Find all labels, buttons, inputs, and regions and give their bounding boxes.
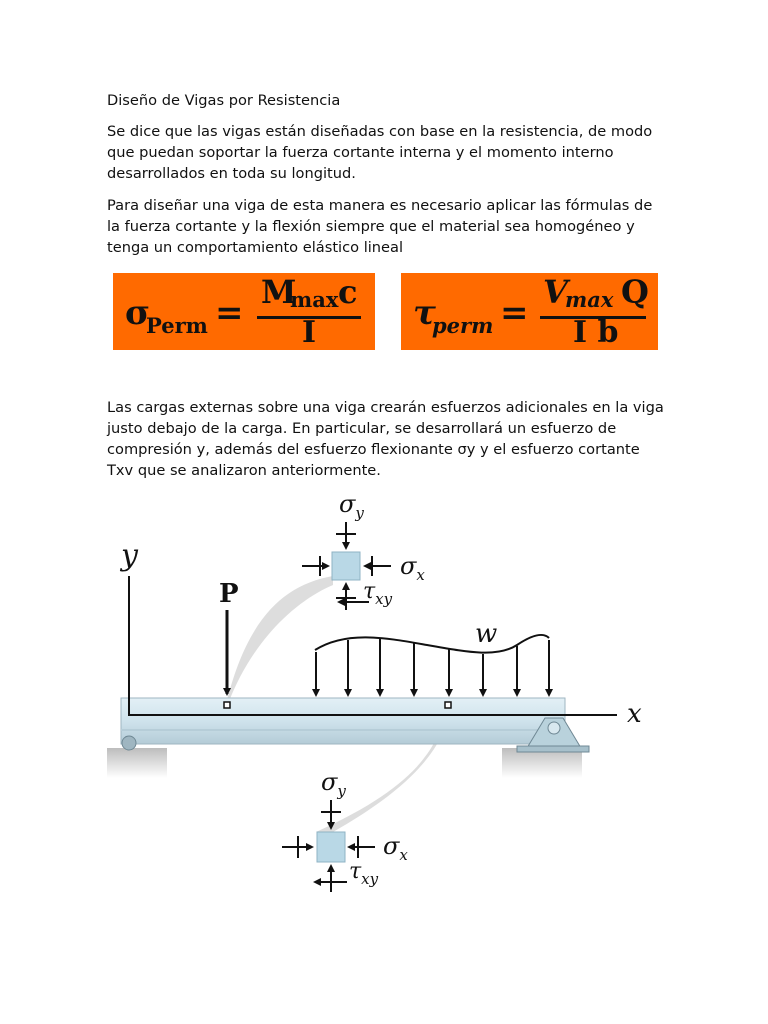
paragraph-external-loads: Las cargas externas sobre una viga crearán esfuerzos adicionales en la viga justo debajo de la carga. En particular, se desarrollará un esfuerzo de compresión y, además del esfuerzo flexionante σy y el esfuerzo cortante Txv que se analizaron anteriormente. — [107, 399, 664, 479]
formula-inertia-symbol: I — [302, 315, 317, 350]
formula-shear-symbol: V — [543, 273, 568, 311]
formula-sigma-subscript: Perm — [146, 313, 208, 338]
formula-q-symbol: Q — [621, 273, 649, 311]
formula-tau-symbol: τ — [413, 293, 436, 333]
tau-xy-bottom: $\tau_{xy}$ — [349, 859, 379, 888]
distributed-load-label: w — [475, 619, 498, 649]
formula-c-symbol: c — [338, 273, 358, 311]
element-marker-left — [224, 702, 230, 708]
formula-equals: = — [500, 293, 529, 333]
formula-sigma-symbol: σ — [125, 293, 151, 333]
formula-denominator: I b — [573, 315, 619, 350]
sigma-y-bottom: $\sigma_y$ — [321, 768, 346, 800]
y-axis-label: y — [121, 538, 138, 573]
shear-stress-formula — [401, 273, 658, 350]
document-title: Diseño de Vigas por Resistencia — [107, 92, 341, 109]
distributed-load-curve — [315, 635, 549, 653]
sigma-x-top: $\sigma_x$ — [400, 552, 425, 584]
formula-moment-subscript: max — [290, 287, 339, 312]
formula-equals: = — [215, 293, 244, 333]
tau-xy-top: $\tau_{xy}$ — [363, 579, 393, 608]
formula-moment-symbol: M — [261, 273, 297, 311]
paragraph-design: Para diseñar una viga de esta manera es necesario aplicar las fórmulas de la fuerza cortante y la flexión siempre que el material sea homogéneo y tenga un comportamiento elástico lineal — [107, 197, 653, 256]
point-load-label: P — [219, 579, 239, 609]
x-axis-label: x — [627, 699, 642, 729]
sigma-x-bottom: $\sigma_x$ — [383, 832, 408, 864]
sigma-y-top: $\sigma_y$ — [339, 490, 364, 522]
formula-shear-subscript: max — [565, 287, 614, 312]
paragraph-intro: Se dice que las vigas están diseñadas con base en la resistencia, de modo que puedan soportar la fuerza cortante interna y el momento interno desarrollados en toda su longitud. — [107, 123, 653, 182]
element-marker-right — [445, 702, 451, 708]
formula-tau-subscript: perm — [432, 313, 494, 338]
roller-support — [122, 736, 136, 750]
beam-stress-diagram — [107, 490, 663, 900]
ground-left — [107, 748, 167, 778]
beam — [121, 698, 565, 744]
bending-stress-formula — [113, 273, 375, 350]
